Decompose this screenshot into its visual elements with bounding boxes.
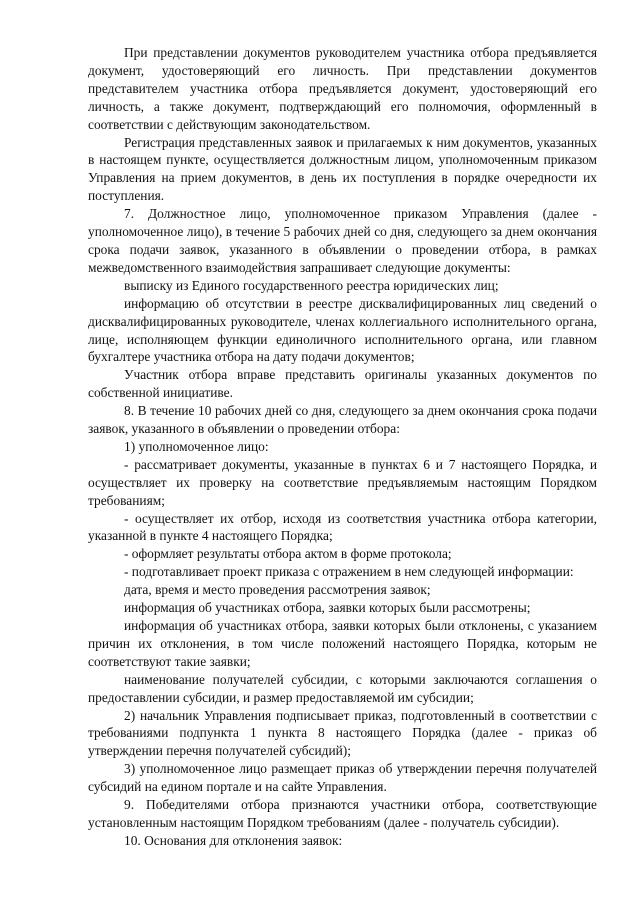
paragraph-own-initiative: Участник отбора вправе представить оригиналы указанных документов по собственной инициативе.	[88, 367, 597, 401]
paragraph-draft-order: - подготавливает проект приказа с отражением в нем следующей информации:	[124, 564, 574, 580]
paragraph-item-7: 7. Должностное лицо, уполномоченное приказом Управления (далее - уполномоченное лицо), в течение 5 рабочих дней со дня, следующего за днем окончания срока подачи заявок, указанного в объявлении о проведении отбора, в рамках межведомственного взаимодействия запрашивает следующие документы:	[88, 206, 597, 275]
paragraph-selection: - осуществляет их отбор, исходя из соответствия участника отбора категории, указанной в пункте 4 настоящего Порядка;	[88, 510, 597, 544]
paragraph-disqualified-register: информацию об отсутствии в реестре дисквалифицированных лиц сведений о дисквалифицированных руководителе, членах коллегиального исполнительного органа, лице, исполняющем функции единоличного исполнительного органа, или главном бухгалтере участника отбора на дату подачи документов;	[88, 295, 597, 365]
paragraph-reviewed-participants: информация об участниках отбора, заявки которых были рассмотрены;	[124, 600, 531, 616]
paragraph-reviews-documents: - рассматривает документы, указанные в пунктах 6 и 7 настоящего Порядка, и осуществляет их проверку на соответствие предъявляемым настоящим Порядком требованиям;	[88, 456, 597, 508]
paragraph-rejected-participants: информация об участниках отбора, заявки которых были отклонены, с указанием причин их отклонения, в том числе положений настоящего Порядка, которым не соответствуют такие заявки;	[88, 618, 597, 669]
paragraph-egrul-extract: выписку из Единого государственного реестра юридических лиц;	[124, 277, 499, 293]
paragraph-item-9: 9. Победителями отбора признаются участники отбора, соответствующие установленным настоящим Порядком требованиям (далее - получатель субсидии).	[88, 797, 597, 830]
paragraph-subitem-1: 1) уполномоченное лицо:	[124, 438, 269, 454]
paragraph-subitem-3: 3) уполномоченное лицо размещает приказ об утверждении перечня получателей субсидий на едином портале и на сайте Управления.	[88, 761, 597, 795]
paragraph-date-time-place: дата, время и место проведения рассмотрения заявок;	[124, 582, 431, 598]
paragraph-item-8: 8. В течение 10 рабочих дней со дня, следующего за днем окончания срока подачи заявок, указанного в объявлении о проведении отбора:	[88, 403, 597, 437]
paragraph-subitem-2: 2) начальник Управления подписывает приказ, подготовленный в соответствии с требованиями подпункта 1 пункта 8 настоящего Порядка (далее - приказ об утверждении перечня получателей субсидий);	[88, 707, 597, 759]
paragraph-recipients-names: наименование получателей субсидии, с которыми заключаются соглашения о предоставлении субсидии, и размер предоставляемой им субсидии;	[88, 671, 597, 705]
paragraph-item-10: 10. Основания для отклонения заявок:	[124, 832, 343, 848]
paragraph-protocol: - оформляет результаты отбора актом в форме протокола;	[124, 546, 452, 562]
paragraph-representation-documents: При представлении документов руководителем участника отбора предъявляется документ, удостоверяющий его личность. При представлении документов представителем участника отбора предъявляется документ, удостоверяющий его личность, а также документ, подтверждающий его полномочия, оформленный в соответствии с действующим законодательством.	[88, 45, 597, 132]
paragraph-registration: Регистрация представленных заявок и прилагаемых к ним документов, указанных в настоящем пункте, осуществляется должностным лицом, уполномоченным приказом Управления на прием документов, в день их поступления в порядке очередности их поступления.	[88, 134, 597, 204]
